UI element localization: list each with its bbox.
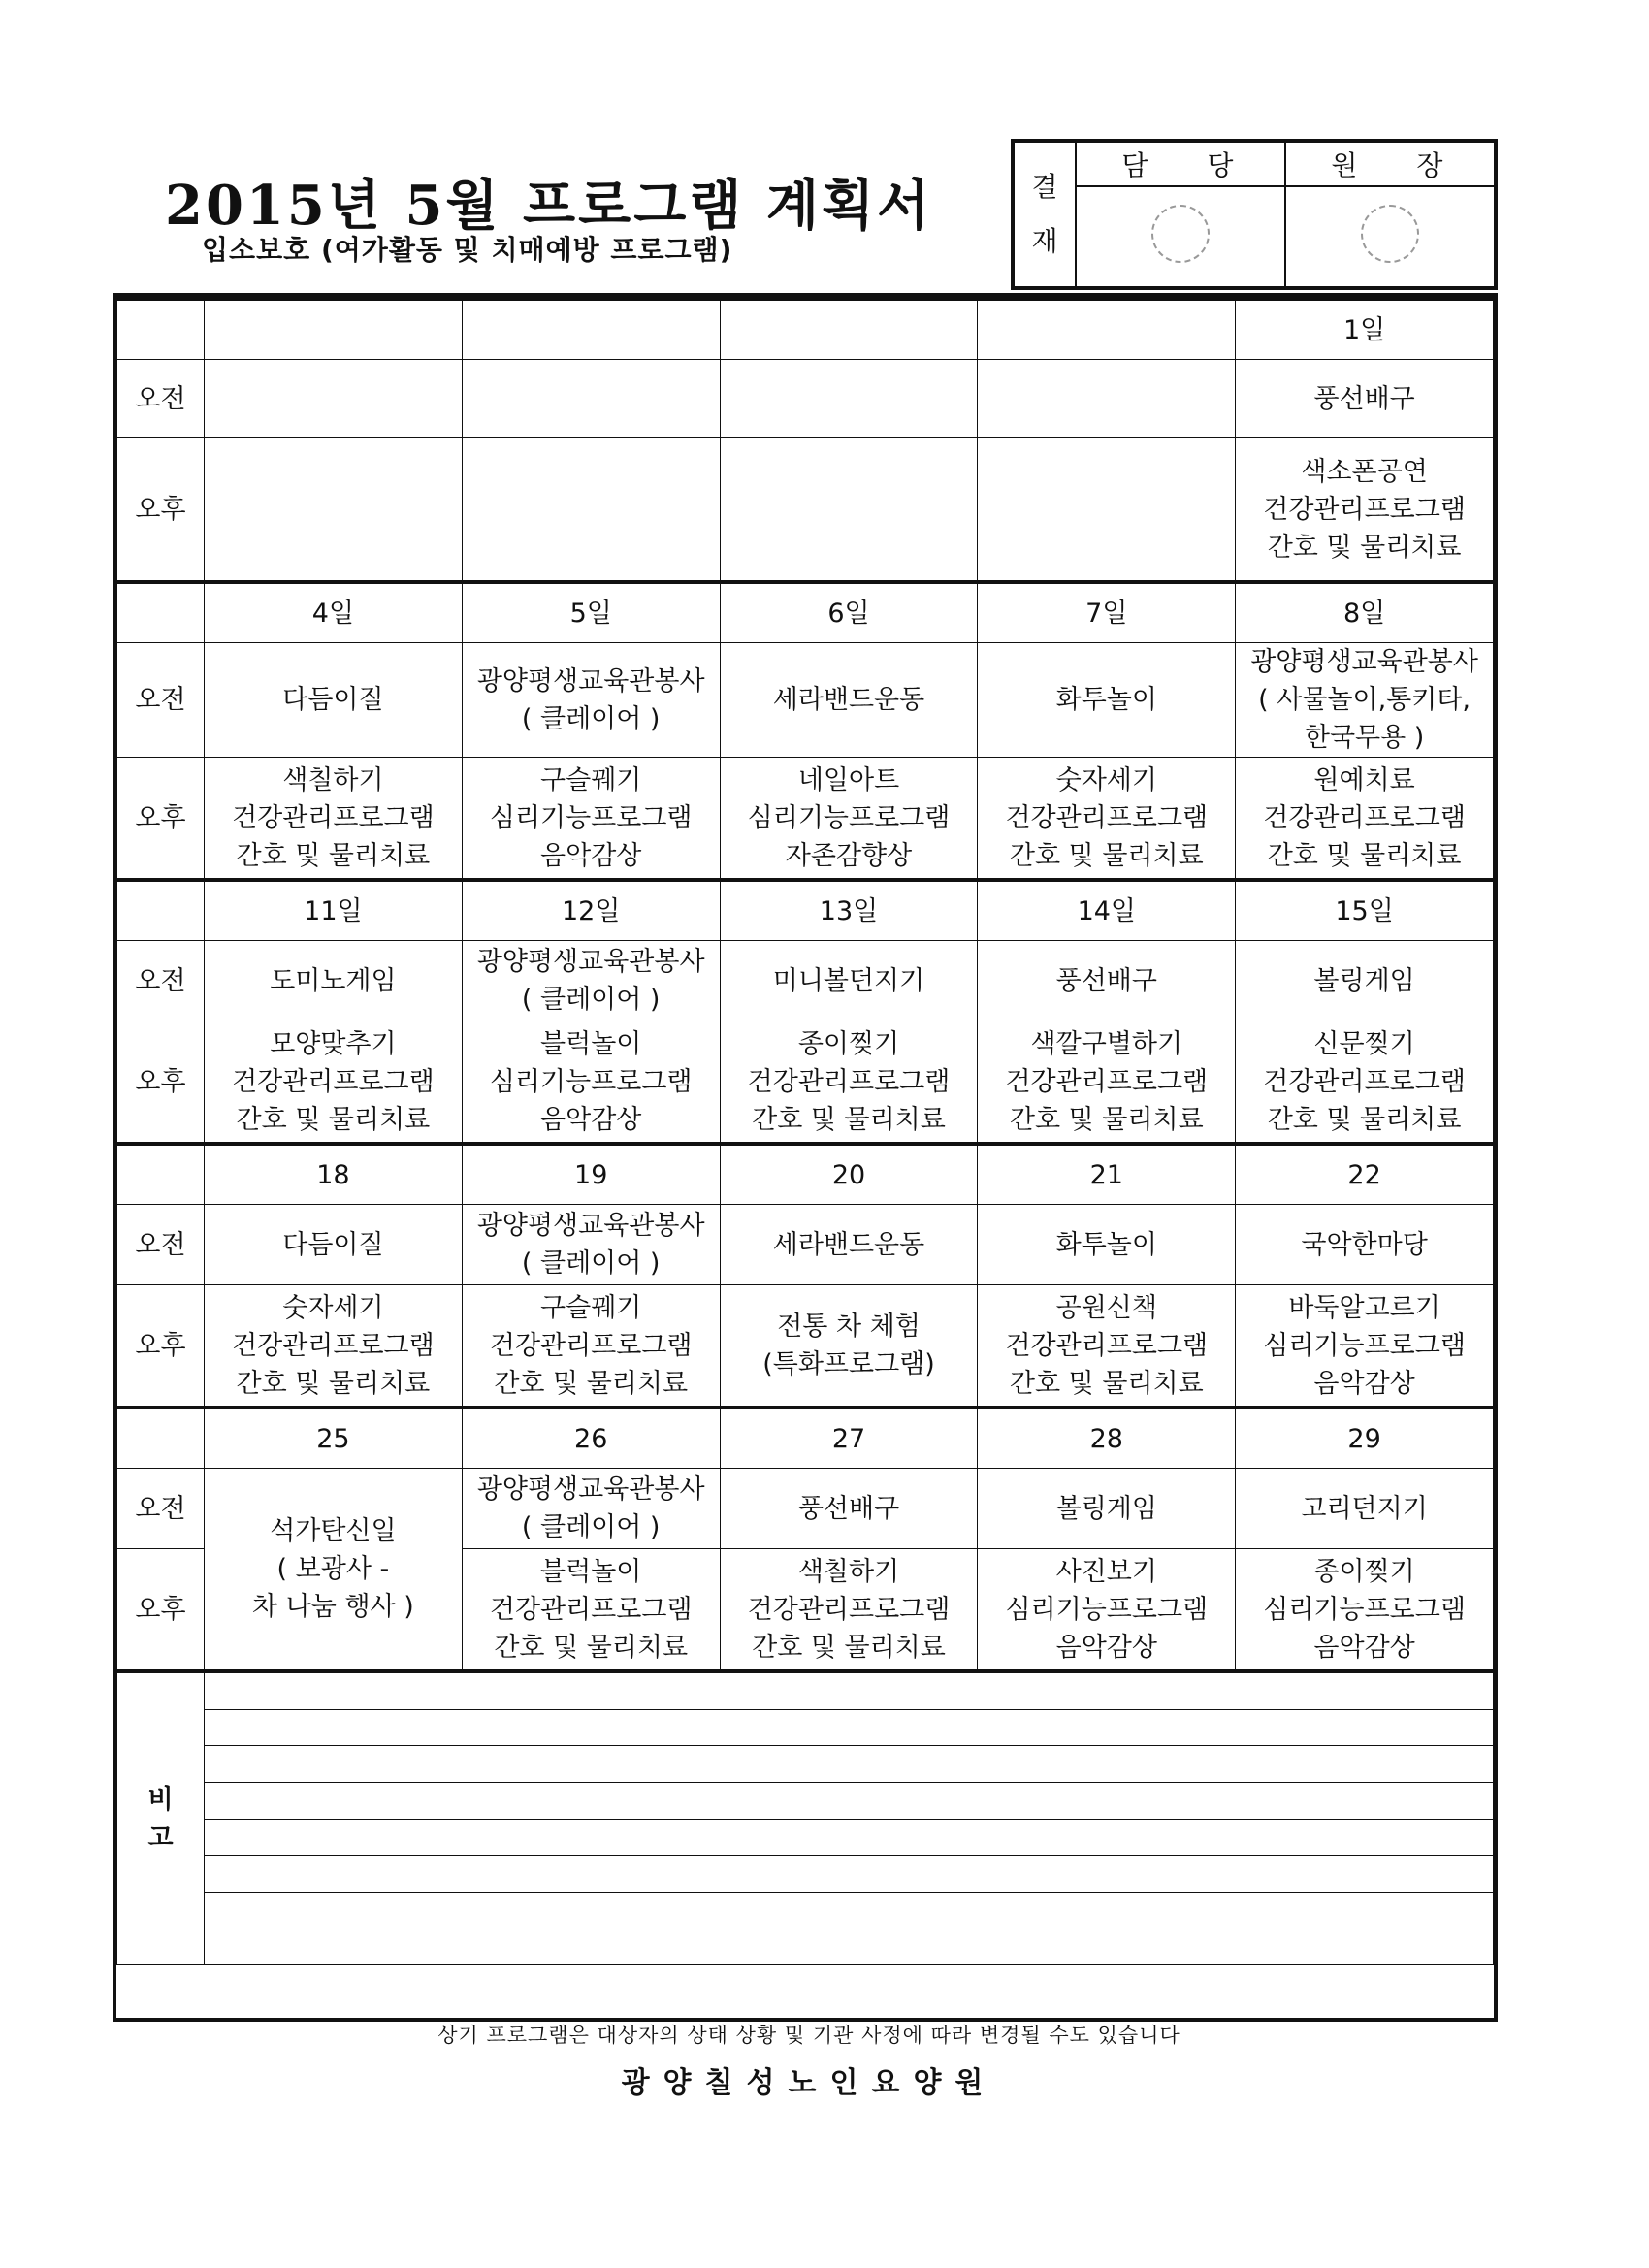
activity-cell — [720, 1205, 978, 1285]
organization-name: 광양칠성노인요양원 — [621, 2066, 997, 2100]
activity-cell — [1236, 1285, 1494, 1409]
date-row — [117, 880, 1494, 941]
date-row — [117, 1144, 1494, 1205]
am-label: 오전 — [117, 643, 205, 758]
activity-cell — [978, 360, 1236, 438]
note-line — [205, 1820, 1493, 1857]
activity-text: 한국무용 ) — [1304, 723, 1425, 753]
activity-text: 건강관리프로그램 — [1263, 1066, 1466, 1097]
activity-cell — [205, 1285, 463, 1409]
activity-cell — [205, 941, 463, 1021]
date-cell: 4일 — [205, 582, 463, 643]
signature-stamp — [1361, 205, 1419, 263]
date-cell: 12일 — [462, 880, 720, 941]
activity-cell — [462, 758, 720, 881]
activity-text: 광양평생교육관봉사 — [1250, 647, 1478, 677]
activity-cell — [720, 360, 978, 438]
activity-text: 간호 및 물리치료 — [494, 1632, 689, 1663]
activity-cell — [978, 1469, 1236, 1549]
activity-text: 풍선배구 — [797, 1493, 900, 1524]
activity-text: 풍선배구 — [1313, 383, 1415, 414]
activity-cell — [205, 758, 463, 881]
activity-text: 공원신책 — [1055, 1292, 1157, 1323]
activity-cell — [462, 1021, 720, 1145]
activity-cell — [462, 941, 720, 1021]
date-cell: 26 — [462, 1408, 720, 1469]
activity-cell — [1236, 1021, 1494, 1145]
activity-cell — [205, 1021, 463, 1145]
activity-text: 전통 차 체험 — [777, 1312, 921, 1342]
date-cell: 6일 — [720, 582, 978, 643]
activity-text: 건강관리프로그램 — [1263, 802, 1466, 833]
activity-text: ( 클레이어 ) — [521, 1248, 661, 1279]
am-row — [117, 1469, 1494, 1549]
activity-text: 블럭놀이 — [540, 1556, 642, 1587]
date-cell: 15일 — [1236, 880, 1494, 941]
am-label: 오전 — [117, 360, 205, 438]
am-row — [117, 1205, 1494, 1285]
note-line — [205, 1928, 1493, 1964]
activity-cell — [205, 1205, 463, 1285]
activity-text: 간호 및 물리치료 — [1009, 840, 1204, 871]
date-cell: 11일 — [205, 880, 463, 941]
row-label-blank — [117, 299, 205, 360]
activity-text: 건강관리프로그램 — [489, 1330, 693, 1361]
approval-col-manager: 담 당 — [1076, 141, 1285, 186]
activity-text: 광양평생교육관봉사 — [476, 1474, 705, 1505]
activity-cell — [720, 758, 978, 881]
activity-text: 건강관리프로그램 — [1005, 1066, 1209, 1097]
activity-text: 건강관리프로그램 — [232, 1330, 435, 1361]
activity-text: 볼링게임 — [1313, 965, 1415, 996]
activity-text: 간호 및 물리치료 — [752, 1632, 946, 1663]
date-cell: 29 — [1236, 1408, 1494, 1469]
activity-text: 종이찢기 — [1313, 1556, 1415, 1587]
activity-cell — [205, 438, 463, 583]
activity-text: 간호 및 물리치료 — [1267, 532, 1462, 563]
notes-label-1: 비 — [147, 1785, 174, 1815]
activity-text: 다듬이질 — [282, 685, 384, 715]
activity-cell — [978, 1285, 1236, 1409]
activity-text: 화투놀이 — [1055, 1229, 1157, 1260]
approval-box — [1011, 139, 1498, 290]
activity-cell — [978, 438, 1236, 583]
activity-cell — [462, 1205, 720, 1285]
activity-cell — [978, 1205, 1236, 1285]
date-cell: 22 — [1236, 1144, 1494, 1205]
activity-cell — [1236, 643, 1494, 758]
activity-cell — [462, 643, 720, 758]
activity-text: 색칠하기 — [282, 764, 384, 795]
pm-label: 오후 — [117, 438, 205, 583]
date-cell — [978, 299, 1236, 360]
am-row — [117, 941, 1494, 1021]
activity-text: 간호 및 물리치료 — [1009, 1368, 1204, 1399]
note-line — [205, 1710, 1493, 1747]
activity-cell — [978, 643, 1236, 758]
date-cell: 7일 — [978, 582, 1236, 643]
date-row — [117, 1408, 1494, 1469]
date-cell: 28 — [978, 1408, 1236, 1469]
date-cell: 19 — [462, 1144, 720, 1205]
date-cell: 14일 — [978, 880, 1236, 941]
activity-text: 음악감상 — [1313, 1368, 1415, 1399]
activity-text: 심리기능프로그램 — [747, 802, 951, 833]
activity-text: 숫자세기 — [1055, 764, 1157, 795]
activity-cell — [1236, 758, 1494, 881]
date-cell — [462, 299, 720, 360]
activity-text: 석가탄신일 — [270, 1516, 397, 1546]
activity-cell — [462, 438, 720, 583]
activity-text: 건강관리프로그램 — [747, 1066, 951, 1097]
activity-cell — [205, 643, 463, 758]
date-cell: 8일 — [1236, 582, 1494, 643]
note-line — [205, 1783, 1493, 1820]
date-cell: 21 — [978, 1144, 1236, 1205]
activity-cell — [978, 1021, 1236, 1145]
activity-text: 간호 및 물리치료 — [1009, 1104, 1204, 1135]
activity-text: 바둑알고르기 — [1288, 1292, 1440, 1323]
notes-label-2: 고 — [147, 1823, 174, 1853]
activity-text: 네일아트 — [797, 764, 900, 795]
activity-text: ( 보광사 - — [276, 1554, 390, 1584]
activity-text: 건강관리프로그램 — [232, 802, 435, 833]
activity-text: 음악감상 — [1313, 1632, 1415, 1663]
activity-cell — [462, 1285, 720, 1409]
date-cell: 27 — [720, 1408, 978, 1469]
activity-text: 건강관리프로그램 — [489, 1594, 693, 1625]
date-cell — [720, 299, 978, 360]
activity-cell — [1236, 360, 1494, 438]
activity-cell — [720, 1285, 978, 1409]
activity-cell — [978, 758, 1236, 881]
activity-text: 색소폰공연 — [1301, 456, 1428, 487]
am-row — [117, 643, 1494, 758]
activity-text: 구슬꿰기 — [540, 1292, 642, 1323]
activity-text: 다듬이질 — [282, 1229, 384, 1260]
signature-stamp — [1151, 205, 1210, 263]
notes-label — [117, 1671, 205, 1965]
activity-cell — [1236, 1205, 1494, 1285]
activity-cell — [720, 941, 978, 1021]
activity-text: 간호 및 물리치료 — [1267, 1104, 1462, 1135]
activity-cell — [1236, 438, 1494, 583]
activity-text: 건강관리프로그램 — [1005, 1330, 1209, 1361]
activity-cell — [720, 1549, 978, 1672]
schedule-table — [116, 297, 1494, 1965]
activity-cell — [462, 1469, 720, 1549]
activity-text: 심리기능프로그램 — [489, 1066, 693, 1097]
activity-text: ( 사물놀이,통키타, — [1258, 685, 1471, 715]
am-row — [117, 360, 1494, 438]
activity-text: 심리기능프로그램 — [1263, 1330, 1466, 1361]
note-line — [205, 1893, 1493, 1929]
note-line — [205, 1746, 1493, 1783]
activity-text: (특화프로그램) — [762, 1349, 935, 1379]
approval-label — [1013, 141, 1076, 288]
activity-text: 색깔구별하기 — [1030, 1028, 1183, 1059]
activity-cell — [978, 1549, 1236, 1672]
row-label-blank — [117, 582, 205, 643]
pm-row — [117, 758, 1494, 881]
activity-cell — [720, 643, 978, 758]
date-cell: 13일 — [720, 880, 978, 941]
date-cell: 25 — [205, 1408, 463, 1469]
activity-text: 건강관리프로그램 — [1263, 494, 1466, 525]
pm-row — [117, 438, 1494, 583]
activity-text: 음악감상 — [540, 840, 642, 871]
activity-text: 건강관리프로그램 — [747, 1594, 951, 1625]
date-cell: 5일 — [462, 582, 720, 643]
activity-text: 사진보기 — [1055, 1556, 1157, 1587]
row-label-blank — [117, 880, 205, 941]
activity-text: 화투놀이 — [1055, 685, 1157, 715]
activity-text: 도미노게임 — [270, 965, 397, 996]
activity-text: 국악한마당 — [1301, 1229, 1428, 1260]
activity-text: 모양맞추기 — [270, 1028, 397, 1059]
activity-cell — [1236, 1549, 1494, 1672]
activity-text: 색칠하기 — [797, 1556, 900, 1587]
footer-note: 상기 프로그램은 대상자의 상태 상황 및 기관 사정에 따라 변경될 수도 있습니다 — [437, 2024, 1180, 2047]
date-cell: 20 — [720, 1144, 978, 1205]
notes-area[interactable] — [205, 1671, 1494, 1965]
activity-text: 종이찢기 — [797, 1028, 900, 1059]
activity-cell — [462, 1549, 720, 1672]
activity-text: 심리기능프로그램 — [489, 802, 693, 833]
activity-text: 볼링게임 — [1055, 1493, 1157, 1524]
notes-row — [117, 1671, 1494, 1965]
activity-text: 블럭놀이 — [540, 1028, 642, 1059]
activity-text: 광양평생교육관봉사 — [476, 665, 705, 697]
am-label: 오전 — [117, 941, 205, 1021]
date-cell: 1일 — [1236, 299, 1494, 360]
activity-cell — [1236, 1469, 1494, 1549]
activity-text: 간호 및 물리치료 — [494, 1368, 689, 1399]
activity-text: 심리기능프로그램 — [1263, 1594, 1466, 1625]
am-label: 오전 — [117, 1205, 205, 1285]
activity-text: 광양평생교육관봉사 — [476, 947, 705, 977]
activity-text: 간호 및 물리치료 — [236, 840, 431, 871]
activity-text: ( 클레이어 ) — [521, 985, 661, 1015]
page-subtitle: 입소보호 (여가활동 및 치매예방 프로그램) — [202, 234, 733, 266]
date-row — [117, 299, 1494, 360]
activity-text: 세라밴드운동 — [772, 1229, 925, 1260]
date-cell: 18 — [205, 1144, 463, 1205]
activity-text: 자존감향상 — [785, 840, 913, 871]
activity-text: 원예치료 — [1313, 764, 1415, 795]
activity-text: 간호 및 물리치료 — [1267, 840, 1462, 871]
pm-row — [117, 1285, 1494, 1409]
pm-label: 오후 — [117, 758, 205, 881]
activity-cell — [720, 1469, 978, 1549]
activity-text: ( 클레이어 ) — [521, 703, 661, 734]
activity-text: 건강관리프로그램 — [232, 1066, 435, 1097]
row-label-blank — [117, 1144, 205, 1205]
activity-text: 심리기능프로그램 — [1005, 1594, 1209, 1625]
approval-label-bottom: 재 — [1031, 225, 1058, 257]
activity-text: 세라밴드운동 — [772, 685, 925, 715]
date-cell — [205, 299, 463, 360]
schedule-grid — [113, 293, 1498, 2022]
approval-label-top: 결 — [1031, 171, 1058, 203]
manager-signature-cell — [1076, 186, 1285, 288]
activity-text: 구슬꿰기 — [540, 764, 642, 795]
holiday-cell — [205, 1469, 463, 1672]
activity-text: ( 클레이어 ) — [521, 1512, 661, 1542]
activity-text: 숫자세기 — [282, 1292, 384, 1323]
date-row — [117, 582, 1494, 643]
page-title: 2015년 5월 프로그램 계획서 — [165, 174, 933, 238]
activity-text: 음악감상 — [540, 1104, 642, 1135]
note-line — [205, 1856, 1493, 1893]
activity-text: 광양평생교육관봉사 — [476, 1211, 705, 1241]
pm-label: 오후 — [117, 1021, 205, 1145]
activity-text: 신문찢기 — [1313, 1028, 1415, 1059]
activity-text: 고리던지기 — [1301, 1493, 1428, 1524]
activity-cell — [720, 438, 978, 583]
activity-text: 간호 및 물리치료 — [236, 1104, 431, 1135]
activity-text: 풍선배구 — [1055, 965, 1157, 996]
notes-lines — [205, 1673, 1493, 1964]
note-line — [205, 1673, 1493, 1710]
approval-col-director: 원 장 — [1285, 141, 1496, 186]
activity-cell — [720, 1021, 978, 1145]
activity-text: 음악감상 — [1055, 1632, 1157, 1663]
row-label-blank — [117, 1408, 205, 1469]
am-label: 오전 — [117, 1469, 205, 1549]
activity-text: 간호 및 물리치료 — [236, 1368, 431, 1399]
activity-cell — [462, 360, 720, 438]
pm-row — [117, 1021, 1494, 1145]
activity-text: 미니볼던지기 — [772, 965, 925, 996]
director-signature-cell — [1285, 186, 1496, 288]
activity-cell — [205, 360, 463, 438]
activity-text: 간호 및 물리치료 — [752, 1104, 946, 1135]
pm-label: 오후 — [117, 1549, 205, 1672]
pm-label: 오후 — [117, 1285, 205, 1409]
activity-cell — [978, 941, 1236, 1021]
activity-text: 건강관리프로그램 — [1005, 802, 1209, 833]
activity-cell — [1236, 941, 1494, 1021]
activity-text: 차 나눔 행사 ) — [252, 1592, 414, 1622]
